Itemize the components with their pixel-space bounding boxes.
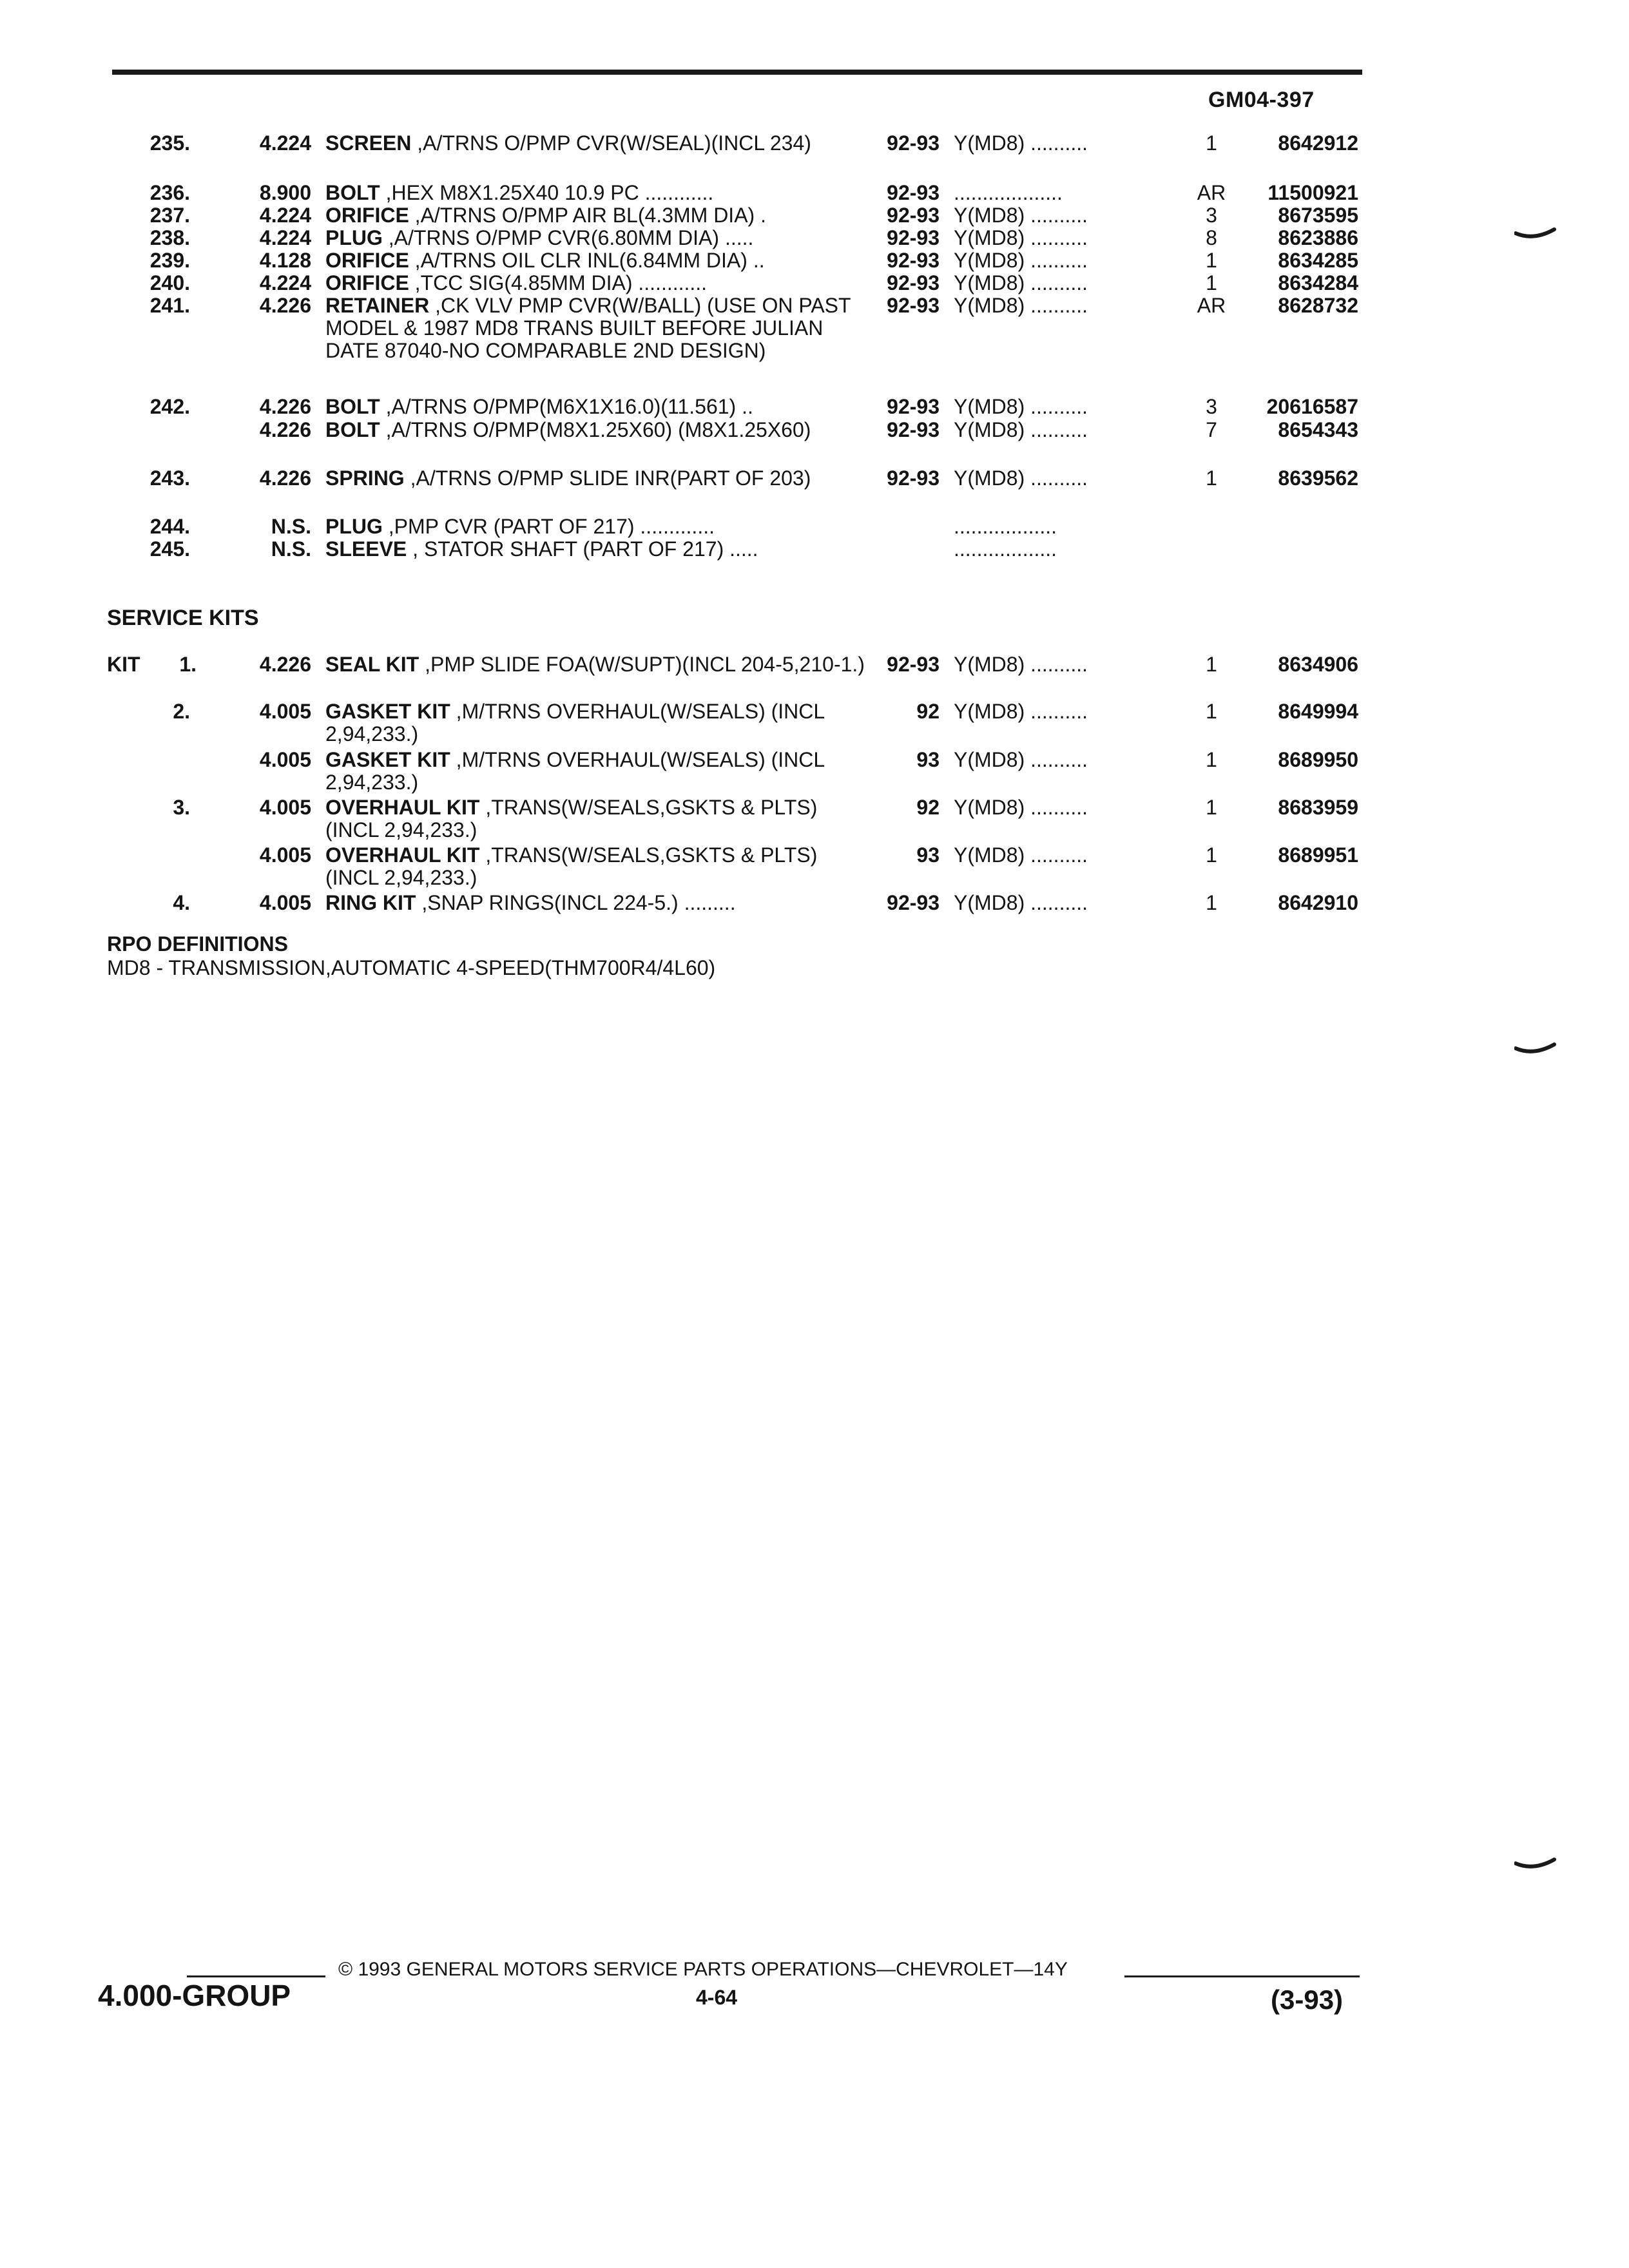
part-number: 8649994	[1278, 700, 1358, 723]
rpo-code	[954, 892, 1173, 914]
kit-number: 4.	[173, 891, 190, 914]
part-number: 8642912	[1278, 131, 1358, 155]
part-detail: ,A/TRNS O/PMP CVR(W/SEAL)(INCL 234)	[411, 131, 811, 155]
part-detail: ,A/TRNS O/PMP AIR BL(4.3MM DIA)	[409, 204, 755, 227]
group-number: 4.005	[259, 843, 311, 867]
rpo-code	[954, 249, 1173, 272]
rpo-dot-leader: ..................	[954, 538, 1057, 561]
rpo-definitions-heading: RPO DEFINITIONS	[107, 932, 288, 956]
rpo-dot-leader: ..........	[1025, 396, 1088, 418]
rpo-value: Y(MD8)	[954, 700, 1025, 723]
quantity: 1	[1206, 466, 1217, 490]
page-number: 4-64	[696, 1986, 738, 2009]
part-number: 8623886	[1278, 226, 1358, 249]
ref-number: 240.	[149, 271, 190, 294]
top-rule	[112, 70, 1362, 75]
rpo-value: Y(MD8)	[954, 227, 1025, 249]
kit-detail: ,TRANS(W/SEALS,GSKTS & PLTS)(INCL 2,94,233.)	[325, 843, 818, 889]
dot-leader: .........	[678, 891, 736, 914]
part-name: SLEEVE	[325, 537, 407, 561]
group-number: 4.224	[259, 204, 311, 227]
kit-number: 1.	[179, 653, 197, 676]
description	[325, 419, 867, 441]
part-number: 8628732	[1278, 294, 1358, 317]
part-number: 8634285	[1278, 249, 1358, 272]
rpo-code	[954, 204, 1173, 227]
dot-leader: ............	[639, 181, 714, 204]
part-number: 20616587	[1266, 395, 1358, 418]
footer-rule-right	[1124, 1975, 1360, 1977]
part-name: BOLT	[325, 181, 380, 204]
rpo-code	[954, 294, 1173, 317]
description	[325, 227, 867, 249]
quantity: 3	[1206, 204, 1217, 227]
dot-leader: .	[755, 204, 766, 227]
part-name: SCREEN	[325, 131, 412, 155]
ref-number: 235.	[149, 131, 190, 155]
rpo-dot-leader: ..........	[1025, 272, 1088, 294]
kit-detail: ,PMP SLIDE FOA(W/SUPT)(INCL 204-5,210-1.)	[419, 653, 865, 676]
part-number: 8689951	[1278, 843, 1358, 867]
footer-copyright: © 1993 GENERAL MOTORS SERVICE PARTS OPERATIONS—CHEVROLET—14Y	[338, 1959, 1068, 1980]
description	[325, 396, 867, 418]
quantity: 3	[1206, 395, 1217, 418]
quantity: 1	[1206, 891, 1217, 914]
rpo-code	[954, 227, 1173, 249]
model-years: 92-93	[887, 204, 940, 227]
model-years: 92-93	[887, 131, 940, 155]
part-detail: ,A/TRNS O/PMP CVR(6.80MM DIA)	[382, 226, 720, 249]
rpo-code	[954, 653, 1173, 676]
footer-group-title: 4.000-GROUP	[98, 1979, 291, 2012]
model-years: 92-93	[887, 181, 940, 204]
dot-leader: ..	[736, 395, 753, 418]
rpo-value: Y(MD8)	[954, 892, 1025, 914]
group-number: 4.226	[259, 294, 311, 317]
rpo-code	[954, 419, 1173, 441]
part-detail: ,CK VLV PMP CVR(W/BALL) (USE ON PAST MODEL & 1987 MD8 TRANS BUILT BEFORE JULIAN DATE 87040-NO COMPARABLE 2ND DESIGN)	[325, 294, 851, 362]
rpo-dot-leader: ..........	[1025, 749, 1088, 771]
rpo-code	[954, 538, 1173, 561]
rpo-dot-leader: ..........	[1025, 796, 1088, 819]
ref-number: 237.	[149, 204, 190, 227]
part-number: 8689950	[1278, 748, 1358, 771]
rpo-dot-leader: ..........	[1025, 653, 1088, 676]
group-number: 4.226	[259, 395, 311, 418]
part-detail: , STATOR SHAFT (PART OF 217)	[407, 537, 724, 561]
rpo-dot-leader: ..........	[1025, 227, 1088, 249]
part-number: 8634906	[1278, 653, 1358, 676]
part-number: 8634284	[1278, 271, 1358, 294]
rpo-code	[954, 132, 1173, 155]
service-kits-heading: SERVICE KITS	[107, 606, 259, 630]
group-number: 4.226	[259, 466, 311, 490]
part-number: 8642910	[1278, 891, 1358, 914]
quantity: AR	[1197, 181, 1226, 204]
footer-rule-left	[187, 1975, 325, 1977]
rpo-dot-leader: ..........	[1025, 294, 1088, 317]
binder-mark-icon	[1514, 1041, 1559, 1059]
part-detail: ,A/TRNS O/PMP(M6X1X16.0)(11.561)	[380, 395, 737, 418]
group-number: 4.224	[259, 271, 311, 294]
dot-leader: .....	[724, 537, 758, 561]
group-number: 4.005	[259, 891, 311, 914]
dot-leader: ..	[747, 249, 765, 272]
description	[325, 749, 867, 794]
part-name: ORIFICE	[325, 204, 409, 227]
part-name: ORIFICE	[325, 249, 409, 272]
description	[325, 204, 867, 227]
group-number: 4.224	[259, 226, 311, 249]
part-name: PLUG	[325, 226, 383, 249]
kit-name: GASKET KIT	[325, 748, 450, 771]
description	[325, 653, 867, 676]
part-name: RETAINER	[325, 294, 430, 317]
binder-mark-icon	[1514, 226, 1559, 244]
description	[325, 132, 867, 155]
ref-number: 244.	[149, 515, 190, 538]
rpo-dot-leader: ..........	[1025, 419, 1088, 441]
quantity: 1	[1206, 271, 1217, 294]
part-number: 8683959	[1278, 796, 1358, 819]
quantity: 1	[1206, 249, 1217, 272]
group-number: 4.005	[259, 700, 311, 723]
rpo-code	[954, 844, 1173, 867]
description	[325, 249, 867, 272]
ref-number: 238.	[149, 226, 190, 249]
rpo-value: Y(MD8)	[954, 272, 1025, 294]
rpo-value: Y(MD8)	[954, 396, 1025, 418]
rpo-value: Y(MD8)	[954, 467, 1025, 490]
rpo-dot-leader: ..........	[1025, 249, 1088, 272]
part-number: 8639562	[1278, 466, 1358, 490]
ref-number: 242.	[149, 395, 190, 418]
group-number: 4.226	[259, 653, 311, 676]
quantity: 1	[1206, 131, 1217, 155]
quantity: 1	[1206, 748, 1217, 771]
part-detail: ,HEX M8X1.25X40 10.9 PC	[380, 181, 639, 204]
description	[325, 182, 867, 204]
document-code: GM04-397	[1208, 88, 1315, 112]
ref-number: 236.	[149, 181, 190, 204]
model-years: 92	[916, 700, 940, 723]
group-number: 4.005	[259, 796, 311, 819]
part-name: BOLT	[325, 395, 380, 418]
rpo-value: Y(MD8)	[954, 249, 1025, 272]
group-number: 4.005	[259, 748, 311, 771]
description	[325, 796, 867, 841]
part-detail: ,TCC SIG(4.85MM DIA)	[409, 271, 633, 294]
model-years: 92-93	[887, 418, 940, 441]
group-number: 4.128	[259, 249, 311, 272]
rpo-code	[954, 272, 1173, 294]
description	[325, 892, 867, 914]
kit-name: OVERHAUL KIT	[325, 796, 480, 819]
rpo-dot-leader: ..........	[1025, 700, 1088, 723]
description	[325, 294, 867, 362]
rpo-dot-leader: ..........	[1025, 892, 1088, 914]
rpo-code	[954, 396, 1173, 418]
model-years: 92-93	[887, 249, 940, 272]
kit-name: GASKET KIT	[325, 700, 450, 723]
quantity: 1	[1206, 843, 1217, 867]
part-name: SPRING	[325, 466, 405, 490]
kit-number: 3.	[173, 796, 190, 819]
rpo-code	[954, 749, 1173, 771]
kit-detail: ,SNAP RINGS(INCL 224-5.)	[416, 891, 679, 914]
rpo-code	[954, 515, 1173, 538]
dot-leader: .....	[719, 226, 754, 249]
quantity: 1	[1206, 796, 1217, 819]
quantity: 8	[1206, 226, 1217, 249]
binder-mark-icon	[1514, 1856, 1559, 1874]
description	[325, 467, 867, 490]
kit-detail: ,M/TRNS OVERHAUL(W/SEALS) (INCL 2,94,233.)	[325, 700, 824, 745]
model-years: 92-93	[887, 294, 940, 317]
kit-name: RING KIT	[325, 891, 416, 914]
group-number: 8.900	[259, 181, 311, 204]
rpo-dot-leader: ..........	[1025, 132, 1088, 155]
dot-leader: .............	[634, 515, 715, 538]
rpo-value: Y(MD8)	[954, 653, 1025, 676]
ref-number: 243.	[149, 466, 190, 490]
quantity: 7	[1206, 418, 1217, 441]
rpo-value: Y(MD8)	[954, 796, 1025, 819]
kit-detail: ,M/TRNS OVERHAUL(W/SEALS) (INCL 2,94,233.)	[325, 748, 824, 794]
model-years: 92-93	[887, 466, 940, 490]
quantity: 1	[1206, 653, 1217, 676]
group-number: N.S.	[271, 537, 311, 561]
rpo-dot-leader: ..........	[1025, 844, 1088, 867]
part-name: PLUG	[325, 515, 383, 538]
part-detail: ,A/TRNS O/PMP(M8X1.25X60) (M8X1.25X60)	[380, 418, 811, 441]
model-years: 93	[916, 748, 940, 771]
model-years: 92-93	[887, 226, 940, 249]
ref-number: 245.	[149, 537, 190, 561]
model-years: 92-93	[887, 271, 940, 294]
description	[325, 844, 867, 889]
model-years: 92-93	[887, 891, 940, 914]
part-name: BOLT	[325, 418, 380, 441]
ref-number: 241.	[149, 294, 190, 317]
rpo-dot-leader: ..........	[1025, 204, 1088, 227]
rpo-code	[954, 467, 1173, 490]
description	[325, 538, 867, 561]
rpo-dot-leader: ...................	[954, 182, 1063, 204]
description	[325, 515, 867, 538]
kit-name: OVERHAUL KIT	[325, 843, 480, 867]
rpo-value: Y(MD8)	[954, 749, 1025, 771]
rpo-value: Y(MD8)	[954, 844, 1025, 867]
kit-detail: ,TRANS(W/SEALS,GSKTS & PLTS)(INCL 2,94,233.)	[325, 796, 818, 841]
part-name: ORIFICE	[325, 271, 409, 294]
part-number: 8673595	[1278, 204, 1358, 227]
model-years: 92-93	[887, 395, 940, 418]
revision-date: (3-93)	[1271, 1984, 1344, 2015]
rpo-dot-leader: ..........	[1025, 467, 1088, 490]
rpo-code	[954, 700, 1173, 723]
model-years: 92	[916, 796, 940, 819]
ref-number: 239.	[149, 249, 190, 272]
dot-leader: ............	[632, 271, 708, 294]
description	[325, 700, 867, 745]
model-years: 92-93	[887, 653, 940, 676]
quantity: 1	[1206, 700, 1217, 723]
rpo-value: Y(MD8)	[954, 419, 1025, 441]
part-detail: ,PMP CVR (PART OF 217)	[382, 515, 635, 538]
kit-label: KIT	[107, 653, 140, 676]
rpo-code	[954, 182, 1173, 204]
rpo-dot-leader: ..................	[954, 515, 1057, 538]
rpo-definition-entry: MD8 - TRANSMISSION,AUTOMATIC 4-SPEED(THM700R4/4L60)	[107, 956, 716, 979]
part-number: 11500921	[1268, 181, 1358, 204]
group-number: N.S.	[271, 515, 311, 538]
kit-number: 2.	[173, 700, 190, 723]
group-number: 4.226	[259, 418, 311, 441]
part-detail: ,A/TRNS O/PMP SLIDE INR(PART OF 203)	[404, 466, 811, 490]
rpo-value: Y(MD8)	[954, 294, 1025, 317]
model-years: 93	[916, 843, 940, 867]
part-number: 8654343	[1278, 418, 1358, 441]
quantity: AR	[1197, 294, 1226, 317]
rpo-value: Y(MD8)	[954, 204, 1025, 227]
kit-name: SEAL KIT	[325, 653, 419, 676]
group-number: 4.224	[259, 131, 311, 155]
part-detail: ,A/TRNS OIL CLR INL(6.84MM DIA)	[409, 249, 747, 272]
rpo-value: Y(MD8)	[954, 132, 1025, 155]
description	[325, 272, 867, 294]
rpo-code	[954, 796, 1173, 819]
